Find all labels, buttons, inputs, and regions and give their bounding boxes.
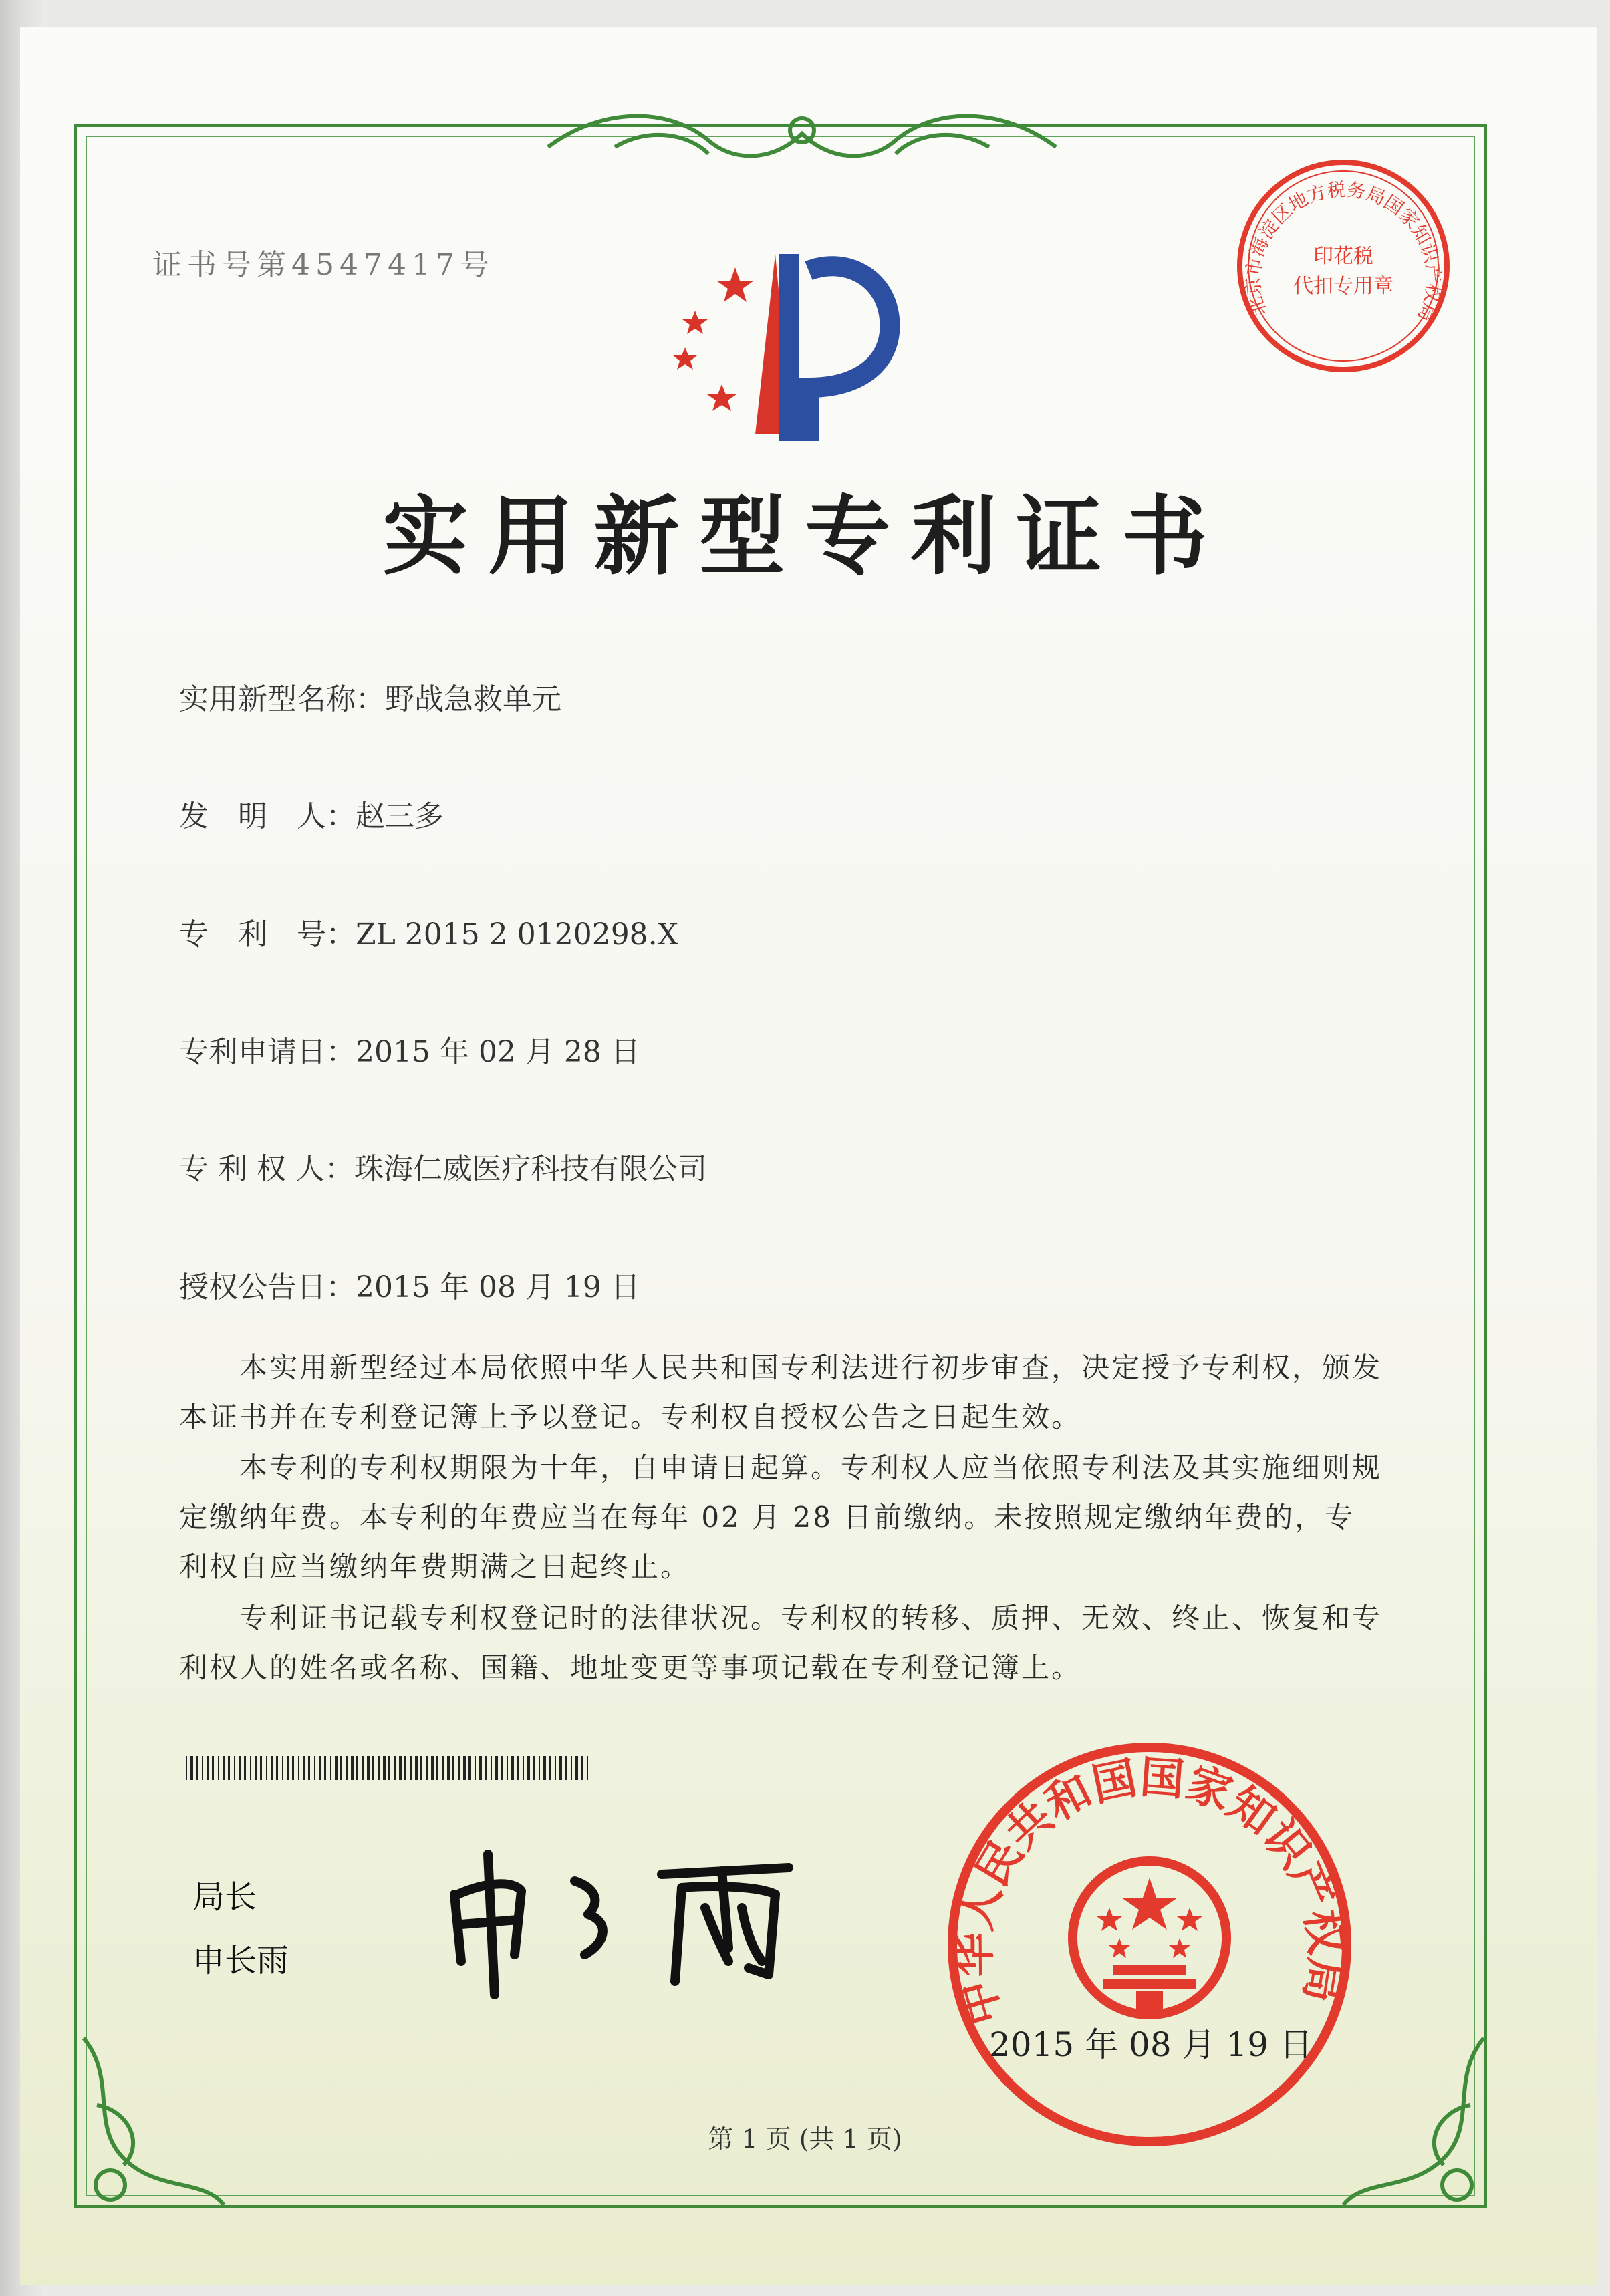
stamp-duty-seal	[1230, 152, 1457, 380]
national-emblem	[1073, 1861, 1226, 2018]
svg-text:北京市海淀区地方税务局国家知识产权局: 北京市海淀区地方税务局国家知识产权局	[1242, 178, 1445, 325]
application-date	[179, 1028, 640, 1070]
certificate-title: 实用新型专利证书	[382, 487, 1228, 587]
director-title: 局长	[192, 1878, 257, 1916]
statement-paragraph-3: 专利证书记载专利权登记时的法律状况。专利权的转移、质押、无效、终止、恢复和专利权人的姓名或名称、国籍、地址变更等事项记载在专利登记簿上。	[179, 1602, 1383, 1684]
field-value: ZL 2015 2 0120298.X	[356, 917, 678, 952]
field-value: 赵三多	[356, 799, 444, 833]
inventor	[179, 792, 444, 835]
barcode	[186, 1756, 595, 1780]
patentee	[179, 1145, 707, 1187]
patent-office-emblem	[655, 241, 909, 441]
field-label: 专 利 号：	[179, 917, 356, 952]
top-ornament	[535, 100, 1069, 174]
field-label: 专 利 权 人：	[179, 1152, 354, 1186]
svg-text:代扣专用章: 代扣专用章	[1293, 275, 1393, 298]
certificate-number: 证书号第4547417号	[152, 248, 495, 282]
field-value: 2015 年 02 月 28 日	[356, 1035, 640, 1069]
director-signature	[441, 1841, 815, 2001]
official-seal	[942, 1737, 1357, 2152]
page-number: 第 1 页 (共 1 页)	[708, 2124, 902, 2154]
statement-paragraph-1: 本实用新型经过本局依照中华人民共和国专利法进行初步审查，决定授予专利权，颁发本证书并在专利登记簿上予以登记。专利权自授权公告之日起生效。	[179, 1351, 1383, 1433]
director-name: 申长雨	[192, 1942, 289, 1979]
field-label: 专利申请日：	[179, 1035, 356, 1069]
field-value: 2015 年 08 月 19 日	[356, 1270, 640, 1304]
field-value: 野战急救单元	[385, 682, 561, 716]
field-label: 发 明 人：	[179, 799, 356, 833]
utility-model-name	[179, 675, 561, 718]
statement-paragraph-2: 本专利的专利权期限为十年，自申请日起算。专利权人应当依照专利法及其实施细则规定缴纳年费。本专利的年费应当在每年 02 月 28 日前缴纳。未按照规定缴纳年费的，专利权自应当缴纳年费期满之日起终止。	[179, 1451, 1383, 1583]
field-label: 实用新型名称：	[179, 682, 385, 716]
svg-text:印花税: 印花税	[1313, 245, 1373, 268]
patent-number	[179, 910, 678, 953]
field-value: 珠海仁威医疗科技有限公司	[354, 1152, 707, 1186]
field-label: 授权公告日：	[179, 1270, 356, 1304]
grant-announcement-date	[179, 1263, 640, 1306]
seal-date: 2015 年 08 月 19 日	[989, 2025, 1313, 2064]
svg-text:中华人民共和国国家知识产权局: 中华人民共和国国家知识产权局	[948, 1751, 1352, 2031]
